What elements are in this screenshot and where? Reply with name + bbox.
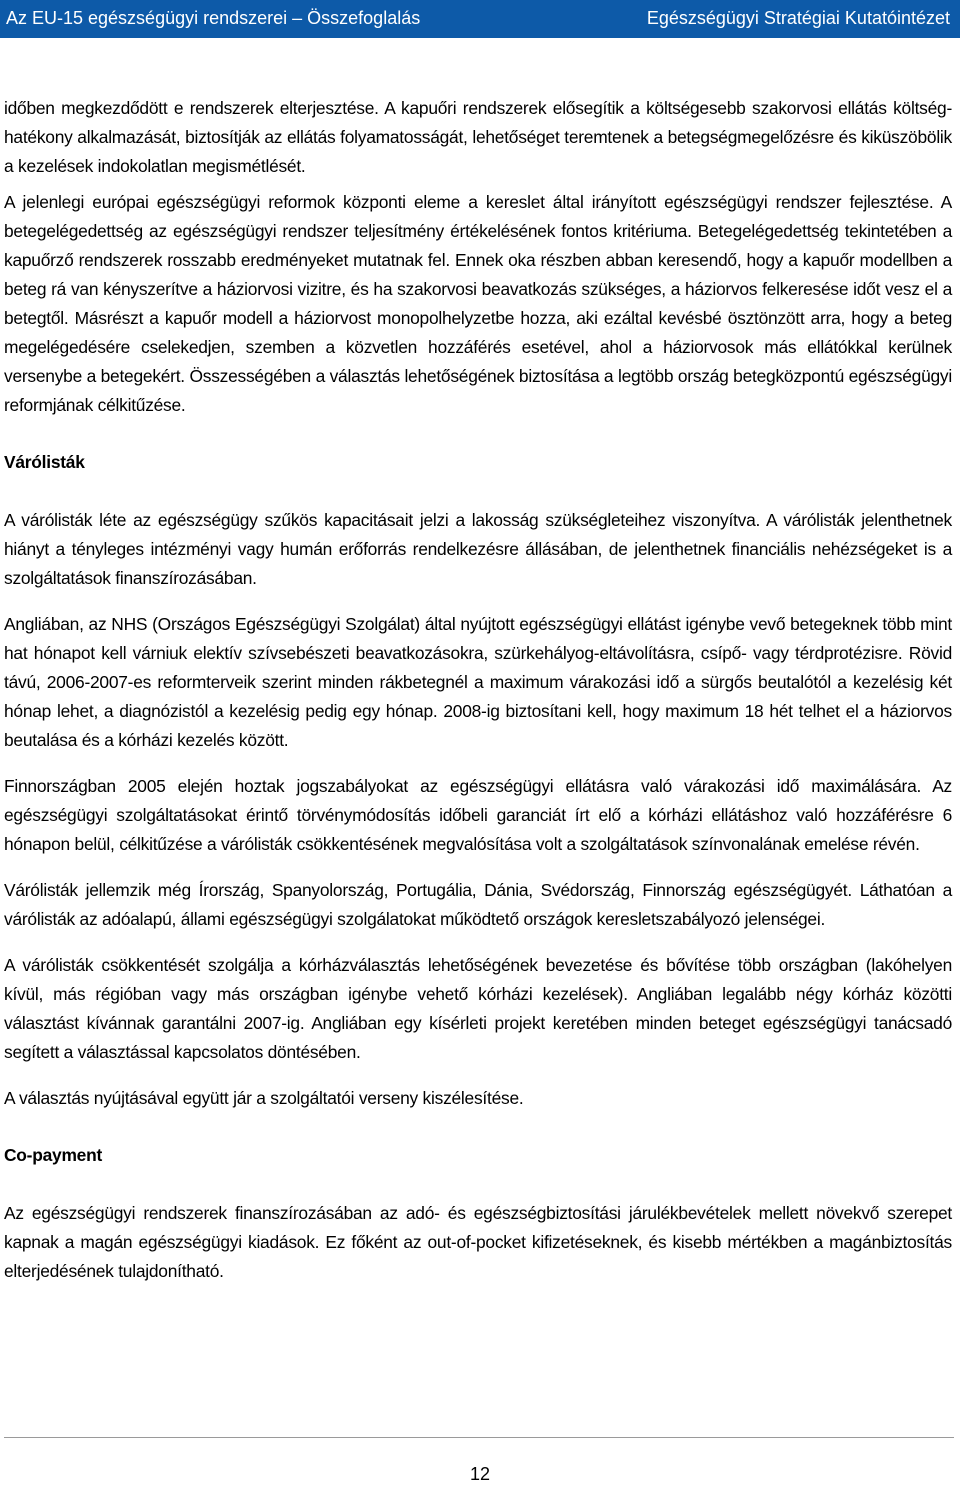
paragraph-hospital-choice: A várólisták csökkentését szolgálja a kórházválasztás lehetőségének bevezetése és bővítése több országban (lakóhelyen kívül, más régióban vagy más országban igénybe vehető kórházi kezelések). Angliában legalább négy kórház közötti választást kívánnak garantálni 2007-ig. Angliában egy kísérleti projekt keretében minden beteget egészségügyi tanácsadó segített a választással kapcsolatos döntésében. bbox=[4, 955, 952, 1062]
paragraph-reforms: A jelenlegi európai egészségügyi reformok központi eleme a kereslet által irányított egészségügyi rendszer fejlesztése. A betegelégedettség az egészségügyi rendszer teljesítmény értékelésének fontos kritériuma. Betegelégedettség tekintetében a kapuőrző rendszerek rosszabb eredményeket mutatnak fel. Ennek oka részben abban keresendő, hogy a kapuőr modellben a beteg rá van kényszerítve a háziorvosi vizitre, és ha szakorvosi beavatkozás szükséges, a háziorvos felkeresése időt vesz el a betegtől. Másrészt a kapuőr modell a háziorvost monopolhelyzetbe hozza, aki ezáltal kevésbé ösztönzött arra, hogy a beteg megelégedésére cselekedjen, szemben a közvetlen hozzáférés esetével, ahol a háziorvosok más ellátókkal kerülnek versenybe a betegekért. Összességében a választás lehetőségének biztosítása a legtöbb ország betegközpontú egészségügyi reformjának célkitűzése. bbox=[4, 192, 952, 415]
page-header bbox=[0, 0, 960, 38]
section-heading-co-payment: Co-payment bbox=[4, 1145, 102, 1165]
paragraph-co-payment: Az egészségügyi rendszerek finanszírozásában az adó- és egészségbiztosítási járulékbevételek mellett növekvő szerepet kapnak a magán egészségügyi kiadások. Ez főként az out-of-pocket kifizetéseknek, és kisebb mértékben a magánbiztosítás elterjedésének tulajdonítható. bbox=[4, 1203, 952, 1281]
paragraph-waiting-lists-intro: A várólisták léte az egészségügy szűkös kapacitásait jelzi a lakosság szükségleteihez viszonyítva. A várólisták jelenthetnek hiányt a tényleges intézményi vagy humán erőforrás rendelkezésre állásában, de jelenthetnek financiális nehézségeket is a szolgáltatások finanszírozásában. bbox=[4, 510, 952, 588]
paragraph-gatekeeping: időben megkezdődött e rendszerek elterjesztése. A kapuőri rendszerek elősegítik a költségesebb szakorvosi ellátás költség-hatékony alkalmazását, biztosítják az ellátás folyamatosságát, lehetőséget teremtenek a betegségmegelőzésre és kiküszöbölik a kezelések indokolatlan megismétlését. bbox=[4, 98, 952, 176]
page-number: 12 bbox=[469, 1464, 491, 1484]
footer-divider bbox=[4, 1437, 954, 1438]
document-title: Az EU-15 egészségügyi rendszerei – Összefoglalás bbox=[6, 8, 421, 28]
paragraph-countries: Várólisták jellemzik még Írország, Spanyolország, Portugália, Dánia, Svédország, Finnország egészségügyét. Láthatóan a várólisták az adóalapú, állami egészségügyi szolgálatokat működtető országok keresletszabályozó jelenségei. bbox=[4, 880, 952, 929]
paragraph-england: Angliában, az NHS (Országos Egészségügyi Szolgálat) által nyújtott egészségügyi ellátást igénybe vevő betegeknek több mint hat hónapot kell várniuk elektív szívsebészeti beavatkozásokra, szürkehályog-eltávolításra, csípő- vagy térdprotézisre. Rövid távú, 2006-2007-es reformterveik szerint minden rákbetegnél a maximum várakozási idő a sürgős beutalótól a kezelésig két hónap lehet, a diagnózistól a kezelésig pedig egy hónap. 2008-ig biztosítani kell, hogy maximum 18 hét telhet el a háziorvos beutalása és a kórházi kezelés között. bbox=[4, 614, 952, 750]
document-body bbox=[4, 94, 952, 1286]
institute-name: Egészségügyi Stratégiai Kutatóintézet bbox=[646, 8, 950, 28]
paragraph-competition: A választás nyújtásával együtt jár a szolgáltatói verseny kiszélesítése. bbox=[4, 1088, 524, 1108]
paragraph-finland: Finnországban 2005 elején hoztak jogszabályokat az egészségügyi ellátásra való várakozási idő maximálására. Az egészségügyi szolgáltatásokat érintő törvénymódosítás időbeli garanciát írt elő a kórházi ellátáshoz való hozzáférésre 6 hónapon belül, célkitűzése a várólisták csökkentésének megvalósítása volt a szolgáltatások színvonalának emelése révén. bbox=[4, 776, 952, 854]
section-heading-waiting-lists: Várólisták bbox=[4, 452, 85, 472]
